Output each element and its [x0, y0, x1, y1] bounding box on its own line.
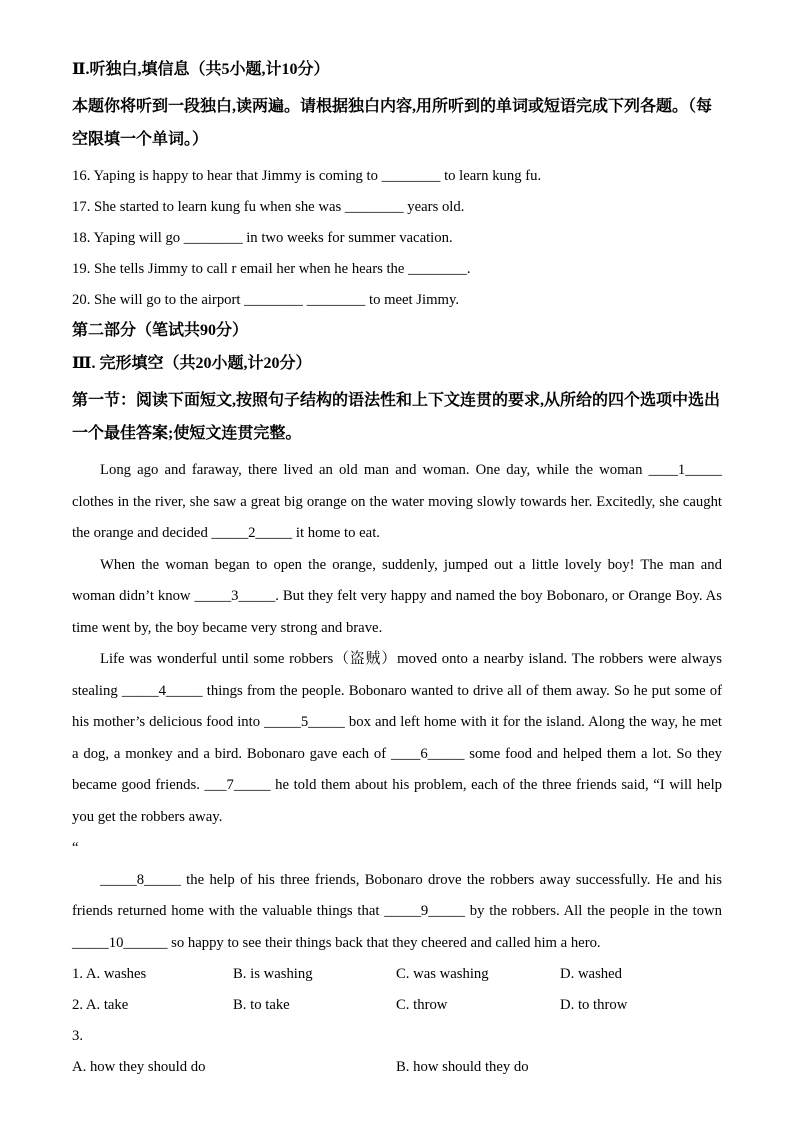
listening-section-heading: Ⅱ.听独白,填信息（共5小题,计10分）: [72, 61, 330, 78]
option-cell-2c: C. throw: [396, 997, 448, 1013]
listening-question-16: 16. Yaping is happy to hear that Jimmy is coming to ________ to learn kung fu.: [72, 168, 542, 184]
option-cell-2a: 2. A. take: [72, 997, 129, 1013]
cloze-paragraph-1: Long ago and faraway, there lived an old man and woman. One day, while the woman ____1_____ clothes in the river, she saw a great big orange on the water moving slowly towards her. Excitedly, she caught the orange and decided _____2_____ it home to eat.: [72, 462, 722, 541]
option-cell-1a: 1. A. washes: [72, 966, 147, 982]
listening-question-19: 19. She tells Jimmy to call r email her when he hears the ________.: [72, 261, 471, 277]
option-cell-3c: [396, 1021, 560, 1052]
options-row-3: [72, 1021, 722, 1052]
listening-instructions: 本题你将听到一段独白,读两遍。请根据独白内容,用所听到的单词或短语完成下列各题。（每空限填一个单词。）: [72, 98, 713, 148]
part2-heading: 第二部分（笔试共90分）: [72, 322, 249, 339]
option-cell-1c: C. was washing: [396, 966, 489, 982]
options-row-2: [72, 990, 722, 1021]
options-row-1: [72, 959, 722, 990]
cloze-instructions: 第一节：阅读下面短文,按照句子结构的语法性和上下文连贯的要求,从所给的四个选项中选出一个最佳答案;使短文连贯完整。: [72, 392, 721, 442]
listening-question-17: 17. She started to learn kung fu when she was ________ years old.: [72, 199, 465, 215]
cloze-paragraph-4: _____8_____ the help of his three friends, Bobonaro drove the robbers away successfully. He and his friends returned home with the valuable things that _____9_____ by the robbers. All the people in the town _____10______ so happy to see their things back that they cheered and called him a hero.: [72, 871, 722, 951]
option-cell-2b: B. to take: [233, 997, 290, 1013]
option-cell-2d: D. to throw: [560, 997, 628, 1013]
option-cell-4spacer: [233, 1052, 396, 1083]
options-row-4: [72, 1052, 722, 1083]
option-cell-4d: [560, 1052, 722, 1083]
option-cell-1d: D. washed: [560, 966, 622, 982]
cloze-paragraph-2: When the woman began to open the orange, suddenly, jumped out a little lovely boy! The man and woman didn’t know _____3_____. But they felt very happy and named the boy Bobonaro, or Orange Boy. As time went by, the boy became very strong and brave.: [72, 556, 722, 636]
option-cell-4b: B. how should they do: [396, 1059, 529, 1075]
option-cell-3d: [560, 1021, 722, 1052]
cloze-section-heading: Ⅲ. 完形填空（共20小题,计20分）: [72, 355, 312, 372]
option-cell-3b: [233, 1021, 396, 1052]
option-cell-3num: 3.: [72, 1028, 84, 1044]
dangling-quote-mark: “: [72, 840, 79, 856]
option-cell-1b: B. is washing: [233, 966, 313, 982]
cloze-options: [72, 959, 722, 1083]
option-cell-4a: A. how they should do: [72, 1059, 206, 1075]
cloze-paragraph-3: Life was wonderful until some robbers（盗贼）moved onto a nearby island. The robbers were always stealing _____4_____ things from the people. Bobonaro wanted to drive all of them away. So he put some of his mother’s delicious food into _____5_____ box and left home with it for the island. Along the way, he met a dog, a monkey and a bird. Bobonaro gave each of ____6_____ some food and helped them a lot. So they became good friends. ___7_____ he told them about his problem, each of the three friends said, “I will help you get the robbers away.: [72, 651, 722, 825]
listening-questions: [72, 161, 722, 316]
listening-question-18: 18. Yaping will go ________ in two weeks for summer vacation.: [72, 230, 453, 246]
listening-question-20: 20. She will go to the airport ________ ________ to meet Jimmy.: [72, 292, 460, 308]
